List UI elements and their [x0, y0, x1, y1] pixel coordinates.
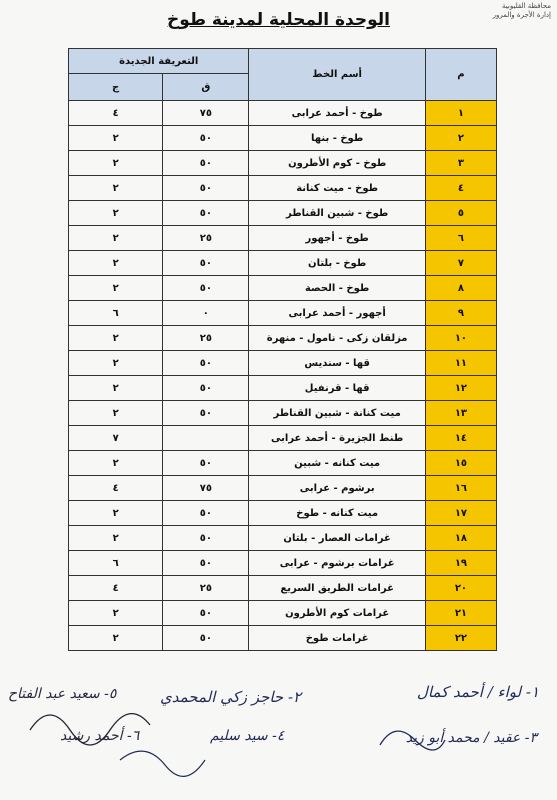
- row-j: ٢: [69, 526, 163, 551]
- row-route: غرامات برشوم - عرابى: [249, 551, 425, 576]
- row-route: ميت كنانة - شبين القناطر: [249, 401, 425, 426]
- table-row: [69, 501, 497, 526]
- row-q: ٧٥: [163, 476, 249, 501]
- row-j: ٤: [69, 476, 163, 501]
- row-j: ٤: [69, 576, 163, 601]
- signature-2: ٢- حاجز زكي المحمدي: [160, 688, 302, 706]
- row-q: ٥٠: [163, 401, 249, 426]
- table-body: [69, 101, 497, 651]
- row-j: ٢: [69, 376, 163, 401]
- row-index: ٢٠: [425, 576, 496, 601]
- row-j: ٢: [69, 601, 163, 626]
- row-q: ٢٥: [163, 576, 249, 601]
- row-index: ٧: [425, 251, 496, 276]
- row-q: ٥٠: [163, 501, 249, 526]
- row-j: ٦: [69, 301, 163, 326]
- table-row: [69, 526, 497, 551]
- row-index: ١٧: [425, 501, 496, 526]
- row-route: طنط الجزيرة - أحمد عرابى: [249, 426, 425, 451]
- row-route: غرامات كوم الأطرون: [249, 601, 425, 626]
- row-index: ١٢: [425, 376, 496, 401]
- stamp-line-1: محافظة القليوبية: [502, 2, 551, 10]
- signature-6: ٦- أحمد رشيد: [60, 728, 140, 744]
- row-index: ١٩: [425, 551, 496, 576]
- table-row: [69, 351, 497, 376]
- row-route: طوخ - أحمد عرابى: [249, 101, 425, 126]
- row-j: ٢: [69, 251, 163, 276]
- row-route: طوخ - الحصة: [249, 276, 425, 301]
- row-q: ٥٠: [163, 176, 249, 201]
- header-index: م: [425, 49, 496, 101]
- table-row: [69, 451, 497, 476]
- page-title: الوحدة المحلية لمدينة طوخ: [167, 10, 390, 30]
- table-row: [69, 426, 497, 451]
- row-j: ٢: [69, 226, 163, 251]
- row-index: ١٣: [425, 401, 496, 426]
- row-index: ٢١: [425, 601, 496, 626]
- table-row: [69, 326, 497, 351]
- row-index: ٩: [425, 301, 496, 326]
- row-index: ٤: [425, 176, 496, 201]
- row-q: ٧٥: [163, 101, 249, 126]
- row-j: ٢: [69, 276, 163, 301]
- row-index: ١١: [425, 351, 496, 376]
- row-index: ١٨: [425, 526, 496, 551]
- row-q: ٥٠: [163, 151, 249, 176]
- row-index: ٨: [425, 276, 496, 301]
- signature-5: ٤- سيد سليم: [210, 728, 285, 744]
- row-route: مزلقان زكى - نامول - منهرة: [249, 326, 425, 351]
- table-row: [69, 576, 497, 601]
- row-q: ٥٠: [163, 551, 249, 576]
- row-j: ٧: [69, 426, 163, 451]
- row-route: قها - سنديس: [249, 351, 425, 376]
- row-q: ٢٥: [163, 226, 249, 251]
- table-row: [69, 601, 497, 626]
- table-row: [69, 176, 497, 201]
- row-route: غرامات العصار - بلتان: [249, 526, 425, 551]
- row-q: ٢٥: [163, 326, 249, 351]
- row-index: ١: [425, 101, 496, 126]
- row-q: ٥٠: [163, 201, 249, 226]
- table-row: [69, 476, 497, 501]
- row-q: ٥٠: [163, 376, 249, 401]
- row-index: ١٤: [425, 426, 496, 451]
- row-j: ٢: [69, 176, 163, 201]
- signature-4: ٣- عقيد / محمد أبو زيد: [405, 730, 537, 746]
- row-j: ٢: [69, 326, 163, 351]
- row-index: ٣: [425, 151, 496, 176]
- row-q: ٥٠: [163, 626, 249, 651]
- row-route: برشوم - عرابى: [249, 476, 425, 501]
- row-route: طوخ - ميت كنانة: [249, 176, 425, 201]
- row-q: ٥٠: [163, 451, 249, 476]
- signature-1: ١- لواء / أحمد كمال: [416, 683, 539, 701]
- row-index: ١٠: [425, 326, 496, 351]
- row-j: ٢: [69, 451, 163, 476]
- table-row: [69, 301, 497, 326]
- row-j: ٦: [69, 551, 163, 576]
- row-route: غرامات الطريق السريع: [249, 576, 425, 601]
- row-route: غرامات طوخ: [249, 626, 425, 651]
- row-route: طوخ - شبين القناطر: [249, 201, 425, 226]
- header-tariff: التعريفة الجديدة: [69, 49, 249, 74]
- row-j: ٢: [69, 126, 163, 151]
- row-q: [163, 426, 249, 451]
- table-row: [69, 201, 497, 226]
- table-row: [69, 226, 497, 251]
- row-q: ٥٠: [163, 251, 249, 276]
- row-index: ١٦: [425, 476, 496, 501]
- row-index: ٢٢: [425, 626, 496, 651]
- signature-3: ٥- سعيد عبد الفتاح: [8, 686, 117, 702]
- row-q: ٥٠: [163, 276, 249, 301]
- row-j: ٤: [69, 101, 163, 126]
- row-route: قها - قرنفيل: [249, 376, 425, 401]
- table-row: [69, 376, 497, 401]
- table-row: [69, 151, 497, 176]
- row-q: ٥٠: [163, 526, 249, 551]
- row-j: ٢: [69, 351, 163, 376]
- row-j: ٢: [69, 401, 163, 426]
- row-j: ٢: [69, 201, 163, 226]
- table-row: [69, 626, 497, 651]
- row-route: طوخ - بنها: [249, 126, 425, 151]
- row-j: ٢: [69, 151, 163, 176]
- row-index: ١٥: [425, 451, 496, 476]
- table-row: [69, 276, 497, 301]
- row-q: ٥٠: [163, 351, 249, 376]
- row-route: طوخ - كوم الأطرون: [249, 151, 425, 176]
- table-row: [69, 551, 497, 576]
- row-route: ميت كنانه - طوخ: [249, 501, 425, 526]
- row-index: ٢: [425, 126, 496, 151]
- tariff-table: [68, 48, 497, 651]
- stamp-line-2: إدارة الأجرة والمرور: [492, 11, 551, 19]
- table-row: [69, 251, 497, 276]
- row-j: ٢: [69, 501, 163, 526]
- table-row: [69, 401, 497, 426]
- row-q: ٠: [163, 301, 249, 326]
- row-route: أجهور - أحمد عرابى: [249, 301, 425, 326]
- row-q: ٥٠: [163, 126, 249, 151]
- row-q: ٥٠: [163, 601, 249, 626]
- row-route: ميت كنانه - شبين: [249, 451, 425, 476]
- header-q: ق: [163, 74, 249, 101]
- header-j: ج: [69, 74, 163, 101]
- row-route: طوخ - بلتان: [249, 251, 425, 276]
- header-route: أسم الخط: [249, 49, 425, 101]
- row-index: ٥: [425, 201, 496, 226]
- row-index: ٦: [425, 226, 496, 251]
- row-route: طوخ - أجهور: [249, 226, 425, 251]
- row-j: ٢: [69, 626, 163, 651]
- table-row: [69, 101, 497, 126]
- table-row: [69, 126, 497, 151]
